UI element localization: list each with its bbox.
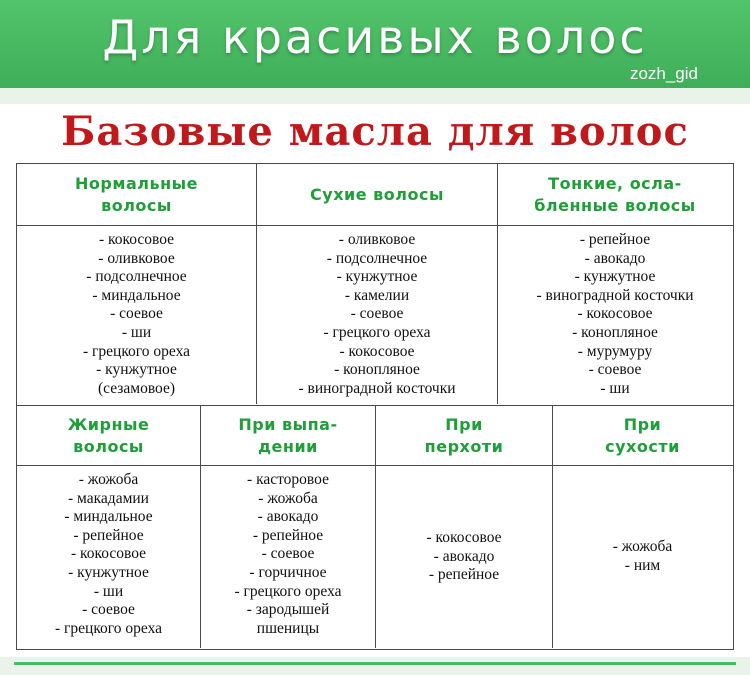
col-header-thin-hair: Тонкие, осла- бленные волосы: [534, 173, 696, 215]
list-item: - кунжутное: [96, 361, 177, 380]
list-item: - соевое: [262, 545, 315, 564]
list-item: - виноградной косточки: [536, 287, 693, 306]
list-item: - репейное: [253, 527, 323, 546]
top-table-body-row: [17, 226, 733, 404]
list-item: - касторовое: [247, 471, 329, 490]
list-item: - жожоба: [613, 538, 673, 557]
list-item: - ним: [625, 557, 660, 576]
list-item: - ши: [122, 324, 151, 343]
list-item: - соевое: [589, 361, 642, 380]
list-item: - кокосовое: [426, 529, 501, 548]
col-header-dry-hair: Сухие волосы: [257, 164, 498, 225]
col-oily-hair: [17, 466, 201, 648]
col-header-dandruff: При перхоти: [376, 406, 553, 465]
col-header-normal-hair: Нормальные волосы: [17, 164, 257, 225]
list-item: - грецкого ореха: [234, 583, 341, 602]
list-item-note: (сезамовое): [97, 379, 176, 397]
list-item: - кокосовое: [339, 343, 414, 362]
list-item: - кокосовое: [71, 545, 146, 564]
list-item: - оливковое: [339, 231, 415, 250]
bottom-table: [16, 405, 734, 650]
col-hair-loss: [201, 466, 376, 648]
list-item: - грецкого ореха: [83, 343, 190, 362]
list-item: - ши: [94, 583, 123, 602]
col-dryness: [553, 466, 732, 648]
col-header-oily-hair: Жирные волосы: [17, 406, 201, 465]
list-item: - соевое: [82, 601, 135, 620]
list-item: - грецкого ореха: [323, 324, 430, 343]
list-item: - ши: [600, 380, 629, 399]
col-header-dryness: При сухости: [605, 414, 680, 456]
page-title: Базовые масла для волос: [61, 108, 689, 155]
footer-band: [0, 657, 750, 675]
list-item: - миндальное: [92, 287, 180, 306]
list-item: - конопляное: [334, 361, 420, 380]
col-dry-hair: [257, 226, 498, 404]
list-item: - жожоба: [258, 490, 318, 509]
footer-line: [14, 662, 736, 665]
list-item: - виноградной косточки: [298, 380, 455, 399]
list-item: - подсолнечное: [86, 268, 186, 287]
list-item: - авокадо: [585, 250, 646, 269]
header-band: [0, 88, 750, 104]
col-header-hair-loss: При выпа- дении: [201, 406, 376, 465]
list-item-note: пшеницы: [256, 619, 320, 637]
list-item: - репейное: [429, 566, 499, 585]
list-item: - грецкого ореха: [55, 620, 162, 639]
list-item: - жожоба: [79, 471, 139, 490]
top-table: [16, 163, 734, 406]
list-item: - мурумуру: [578, 343, 653, 362]
list-item: - авокадо: [258, 508, 319, 527]
list-item: - соевое: [351, 305, 404, 324]
list-item: - кунжутное: [575, 268, 656, 287]
bottom-table-header-row: [17, 406, 733, 466]
list-item: - конопляное: [572, 324, 658, 343]
col-thin-hair: [498, 226, 732, 404]
list-item: - репейное: [580, 231, 650, 250]
list-item: - кунжутное: [68, 564, 149, 583]
list-item: - кунжутное: [337, 268, 418, 287]
list-item: - репейное: [73, 527, 143, 546]
list-item: - зародышей: [247, 601, 330, 620]
list-item: - соевое: [110, 305, 163, 324]
list-item: - кокосовое: [577, 305, 652, 324]
list-item: - подсолнечное: [327, 250, 427, 269]
list-item: - горчичное: [249, 564, 326, 583]
list-item: - камелии: [345, 287, 409, 306]
col-normal-hair: [17, 226, 257, 404]
list-item: - оливковое: [98, 250, 174, 269]
top-table-header-row: [17, 164, 733, 226]
bottom-table-body-row: [17, 466, 733, 648]
list-item: - кокосовое: [99, 231, 174, 250]
watermark: zozh_gid: [629, 64, 698, 83]
list-item: - авокадо: [434, 548, 495, 567]
list-item: - макадамии: [68, 490, 149, 509]
banner-title: Для красивых волос: [102, 10, 648, 64]
list-item: - миндальное: [64, 508, 152, 527]
header-banner: [0, 0, 750, 88]
col-dandruff: [376, 466, 553, 648]
